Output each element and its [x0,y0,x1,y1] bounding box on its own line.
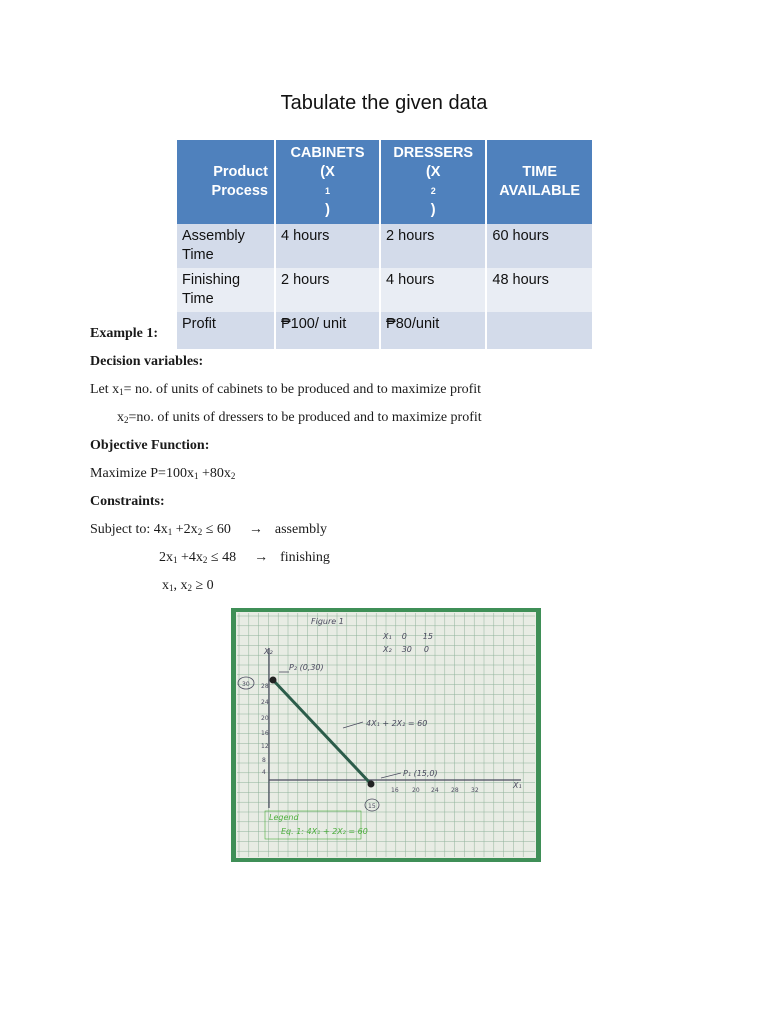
objective-heading: Objective Function: [90,438,210,453]
y-tick: 12 [261,743,269,750]
legend-text: Eq. 1: 4X₁ + 2X₂ = 60 [281,827,368,836]
point-p1 [368,781,375,788]
y-tick: 24 [261,699,269,706]
table-header-row [177,140,592,224]
table-cell: 48 hours [486,268,592,312]
x-tick: 20 [412,787,420,794]
table-cell: Finishing Time [177,268,275,312]
arrow-icon: → [248,522,263,537]
table-cell: 2 hours [380,224,486,268]
value-table-x2: X₂ 30 0 [383,645,429,654]
table-row [177,268,592,312]
table-cell: Profit [177,312,275,349]
constraints-heading: Constraints: [90,494,165,509]
x1-definition: Let x1= no. of units of cabinets to be produced and to maximize profit [90,382,482,397]
table-cell: 4 hours [275,224,380,268]
y-tick: 4 [262,769,266,776]
legend-title: Legend [269,813,299,822]
header-time-available: TIME AVAILABLE [486,140,592,224]
header-cabinets: CABINETS (X 1 ) [275,140,380,224]
decision-variables-heading: Decision variables: [90,354,204,369]
circled-x-value: 15 [368,803,376,810]
point-p2 [270,677,277,684]
table-cell: ₱80/unit [380,312,486,349]
p2-label: P₂ (0,30) [289,663,324,672]
table-row [177,312,592,349]
page-title: Tabulate the given data [280,92,488,114]
line-label: 4X₁ + 2X₂ = 60 [366,719,428,728]
y-tick: 16 [261,730,269,737]
table-cell: Assembly Time [177,224,275,268]
table-cell: 4 hours [380,268,486,312]
table-cell: ₱100/ unit [275,312,380,349]
x-tick: 32 [471,787,479,794]
constraint-nonnegativity: x1, x2 ≥ 0 [162,578,214,593]
x-tick: 24 [431,787,439,794]
graph-photo [231,608,541,862]
arrow-icon: → [254,550,269,565]
p1-label: P₁ (15,0) [403,769,438,778]
y-tick: 20 [261,715,269,722]
example-title: Example 1: [90,326,159,341]
y-tick: 28 [261,683,269,690]
data-table [177,140,592,349]
x-tick: 16 [391,787,399,794]
objective-function: Maximize P=100x1 +80x2 [90,466,236,481]
header-dressers: DRESSERS (X 2 ) [380,140,486,224]
y-axis-label: X₂ [264,647,273,656]
header-product-process: Product Process [177,140,275,224]
x-axis-label: X₁ [513,781,522,790]
value-table-x1: X₁ 0 15 [383,632,433,641]
x2-definition: x2=no. of units of dressers to be produced and to maximize profit [117,410,482,425]
x-tick: 28 [451,787,459,794]
figure-label: Figure 1 [311,617,344,626]
y-tick: 8 [262,757,266,764]
table-cell: 60 hours [486,224,592,268]
table-cell [486,312,592,349]
circled-y-value: 30 [242,681,250,688]
table-cell: 2 hours [275,268,380,312]
constraint-assembly: Subject to: 4x1 +2x2 ≤ 60 → assembly [90,522,327,537]
table-row [177,224,592,268]
constraint-finishing: 2x1 +4x2 ≤ 48 → finishing [159,550,330,565]
